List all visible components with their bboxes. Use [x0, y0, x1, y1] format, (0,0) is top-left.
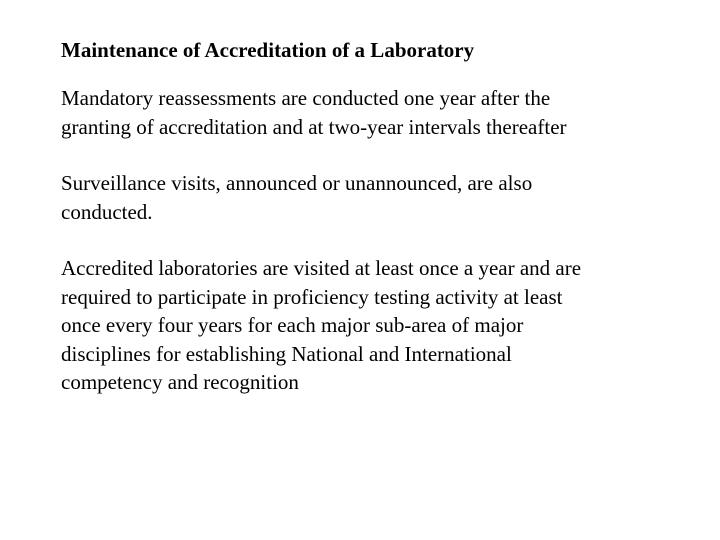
slide-title: Maintenance of Accreditation of a Laboratory: [61, 38, 475, 62]
paragraph-accredited-labs: [61, 254, 681, 397]
paragraph-line: disciplines for establishing National and International: [61, 341, 512, 366]
paragraph-line: once every four years for each major sub-area of major: [61, 313, 524, 337]
paragraph-surveillance: [61, 169, 681, 226]
paragraph-line: Accredited laboratories are visited at least once a year and are: [61, 256, 582, 280]
paragraph-line: required to participate in proficiency testing activity at least: [61, 284, 563, 309]
paragraph-line: granting of accreditation and at two-year intervals thereafter: [61, 114, 567, 139]
slide-content: [61, 36, 681, 425]
paragraph-reassessments: [61, 84, 681, 141]
paragraph-line: competency and recognition: [61, 370, 299, 394]
paragraph-line: Surveillance visits, announced or unannounced, are also: [61, 171, 533, 195]
paragraph-line: conducted.: [61, 199, 153, 224]
paragraph-line: Mandatory reassessments are conducted one year after the: [61, 86, 551, 110]
